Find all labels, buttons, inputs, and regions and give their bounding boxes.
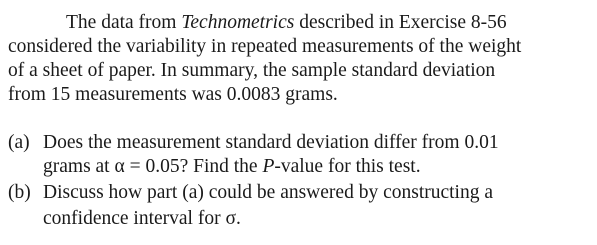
part-b-line-2: confidence interval for σ. [43, 208, 241, 229]
part-a-line-2 [43, 155, 421, 179]
text-segment: The data from [66, 12, 182, 33]
paragraph-line-3: of a sheet of paper. In summary, the sample standard deviation [8, 60, 496, 81]
paragraph-line-2: considered the variability in repeated measurements of the weight [8, 36, 522, 57]
p-symbol: P [262, 156, 275, 177]
text-segment: -value for this test. [274, 156, 421, 177]
text-segment: described in Exercise 8-56 [294, 12, 507, 33]
journal-name: Technometrics [181, 12, 295, 33]
paragraph-line-1 [66, 11, 507, 35]
part-b-line-1: Discuss how part (a) could be answered by constructing a [43, 182, 493, 203]
text-segment: grams at α = 0.05? Find the [43, 156, 263, 177]
paragraph-line-4: from 15 measurements was 0.0083 grams. [8, 84, 338, 105]
part-a-line-1: Does the measurement standard deviation differ from 0.01 [43, 132, 499, 153]
part-a-label: (a) [8, 132, 30, 153]
part-b-label: (b) [8, 182, 31, 203]
